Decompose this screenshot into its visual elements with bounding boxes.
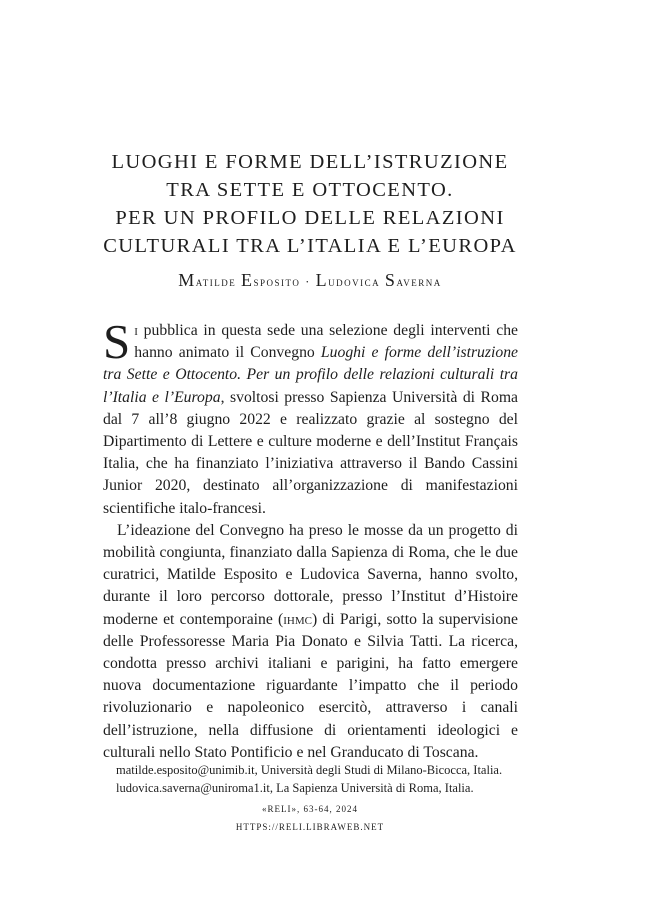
affiliation-2: ludovica.saverna@uniroma1.it, La Sapienza Università di Roma, Italia. bbox=[116, 781, 474, 795]
author-1-initial: M bbox=[178, 270, 196, 290]
author-2-first-rest: udovica bbox=[328, 274, 381, 289]
paragraph-1-text-b: , svoltosi presso Sapienza Università di Roma dal 7 all’8 giugno 2022 e realizzato grazie al sostegno del Dipartimento di Lettere e culture moderne e dell’Institut Français Italia, che ha finanziato l’iniziativa attraverso il Bando Cassini Junior 2020, destinato all’organizzazione di manifestazioni scientifiche italo-francesi. bbox=[103, 388, 518, 517]
title-line-3: PER UN PROFILO DELLE RELAZIONI bbox=[115, 207, 505, 229]
drop-cap: S bbox=[103, 314, 131, 369]
author-2-surname-rest: averna bbox=[396, 274, 442, 289]
ihmc-abbreviation: ihmc bbox=[283, 610, 312, 628]
author-1-surname-initial: E bbox=[240, 270, 254, 290]
author-1-surname-rest: sposito bbox=[253, 274, 301, 289]
paragraph-2-text-a: L’ideazione del Convegno ha preso le mosse da un progetto di mobilità congiunta, finanziato dalla Sapienza di Roma, che le due curatrici, Matilde Esposito e Ludovica Saverna, hanno svolto, durante il loro percorso dottorale, presso l’Institut d’Histoire moderne et contemporaine ( bbox=[103, 521, 518, 628]
paragraph-2-text-b: ) di Parigi, sotto la supervisione delle Professoresse Maria Pia Donato e Silvia Tatti. La ricerca, condotta presso archivi italiani e parigini, ha fatto emergere nuova documentazione riguardante l’impatto che il periodo rivoluzionario e napoleonico esercitò, attraverso i canali dell’istruzione, nella diffusione di orientamenti ideologici e culturali nello Stato Pontificio e nel Granducato di Toscana. bbox=[103, 610, 518, 761]
paragraph-1 bbox=[103, 314, 519, 520]
title-line-2: TRA SETTE E OTTOCENTO. bbox=[166, 179, 454, 201]
title-line-4: CULTURALI TRA L’ITALIA E L’EUROPA bbox=[103, 235, 517, 257]
article-body bbox=[103, 314, 519, 764]
paragraph-1-text-a: pubblica in questa sede una selezione degli interventi che hanno animato il Convegno bbox=[134, 322, 518, 362]
journal-citation: «RELI», 63-64, 2024 bbox=[262, 804, 358, 814]
author-1-first-rest: atilde bbox=[195, 274, 237, 289]
article-title bbox=[100, 148, 520, 260]
author-separator: · bbox=[300, 274, 316, 289]
paragraph-1-lead: i bbox=[134, 322, 138, 339]
author-2-initial: L bbox=[315, 270, 329, 290]
affiliation-1: matilde.esposito@unimib.it, Università degli Studi di Milano-Bicocca, Italia. bbox=[116, 763, 503, 777]
author-2-surname-initial: S bbox=[384, 270, 397, 290]
author-affiliations bbox=[116, 761, 536, 797]
journal-url: HTTPS://RELI.LIBRAWEB.NET bbox=[235, 822, 385, 832]
paragraph-2 bbox=[103, 520, 518, 764]
authors bbox=[100, 270, 520, 291]
conference-title: Luoghi e forme dell’istruzione tra Sette e Ottocento. Per un profilo delle relazioni culturali tra l’Italia e l’Europa bbox=[103, 344, 519, 406]
title-line-1: LUOGHI E FORME DELL’ISTRUZIONE bbox=[111, 151, 509, 173]
